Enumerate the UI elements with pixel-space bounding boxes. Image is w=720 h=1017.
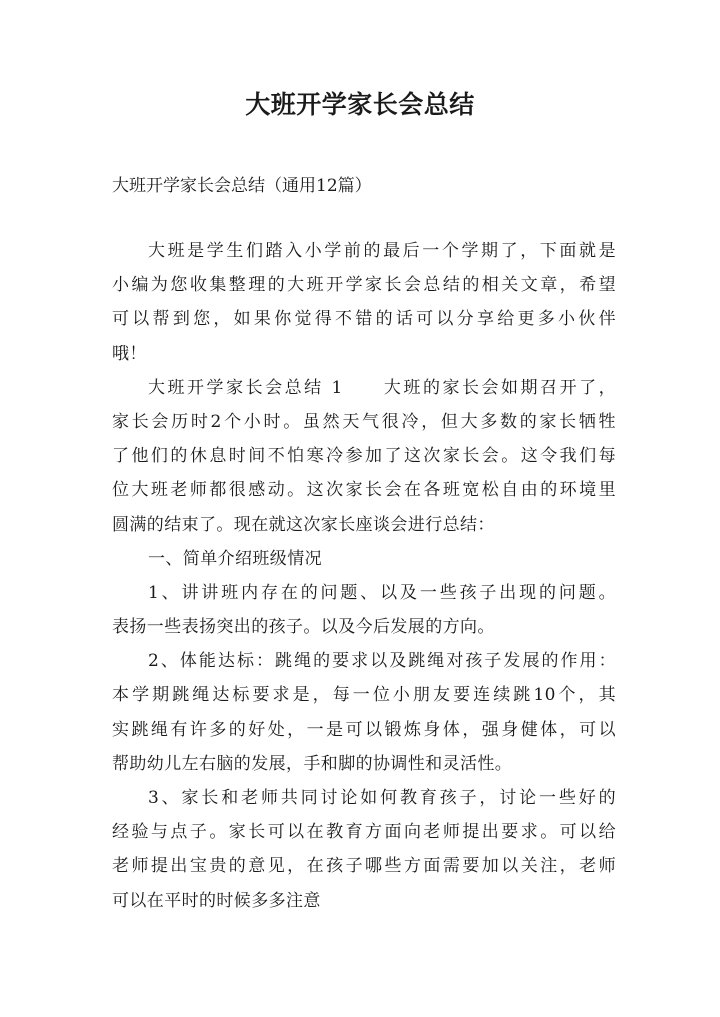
paragraph-line: 家长会历时2个小时。虽然天气很冷，但大多数的家长牺牲 bbox=[112, 411, 616, 432]
paragraph-line: 3、家长和老师共同讨论如何教育孩子，讨论一些好的 bbox=[148, 788, 616, 808]
paragraph-line: 位大班老师都很感动。这次家长会在各班宽松自由的环境里 bbox=[112, 480, 616, 501]
paragraph-line: 了他们的休息时间不怕寒冷参加了这次家长会。这令我们每 bbox=[112, 446, 616, 467]
paragraph-line: 实跳绳有许多的好处，一是可以锻炼身体，强身健体，可以 bbox=[112, 719, 616, 740]
paragraph-line: 哦！ bbox=[112, 343, 147, 364]
paragraph-line: 小编为您收集整理的大班开学家长会总结的相关文章，希望 bbox=[112, 275, 616, 296]
paragraph-line: 本学期跳绳达标要求是，每一位小朋友要连续跳10个，其 bbox=[112, 685, 616, 706]
section-heading: 一、简单介绍班级情况 bbox=[148, 548, 322, 569]
document-body bbox=[112, 234, 616, 918]
paragraph-line: 可以在平时的时候多多注意 bbox=[112, 890, 321, 911]
document-title: 大班开学家长会总结 bbox=[245, 90, 475, 119]
paragraph-line: 2、体能达标：跳绳的要求以及跳绳对孩子发展的作用： bbox=[148, 651, 616, 672]
paragraph-line: 表扬一些表扬突出的孩子。以及今后发展的方向。 bbox=[112, 617, 495, 638]
paragraph-line: 大班开学家长会总结 1 大班的家长会如期召开了， bbox=[148, 377, 616, 398]
paragraph-line: 1、讲讲班内存在的问题、以及一些孩子出现的问题。 bbox=[148, 582, 616, 603]
paragraph-line: 经验与点子。家长可以在教育方面向老师提出要求。可以给 bbox=[112, 822, 616, 843]
paragraph-line: 老师提出宝贵的意见，在孩子哪些方面需要加以关注，老师 bbox=[112, 856, 616, 877]
paragraph-line: 大班是学生们踏入小学前的最后一个学期了，下面就是 bbox=[148, 241, 616, 261]
paragraph-line: 可以帮到您，如果你觉得不错的话可以分享给更多小伙伴 bbox=[112, 309, 616, 330]
paragraph-line: 圆满的结束了。现在就这次家长座谈会进行总结： bbox=[112, 514, 495, 535]
paragraph-line: 帮助幼儿左右脑的发展，手和脚的协调性和灵活性。 bbox=[112, 753, 513, 774]
document-subtitle: 大班开学家长会总结（通用12篇） bbox=[112, 176, 372, 196]
